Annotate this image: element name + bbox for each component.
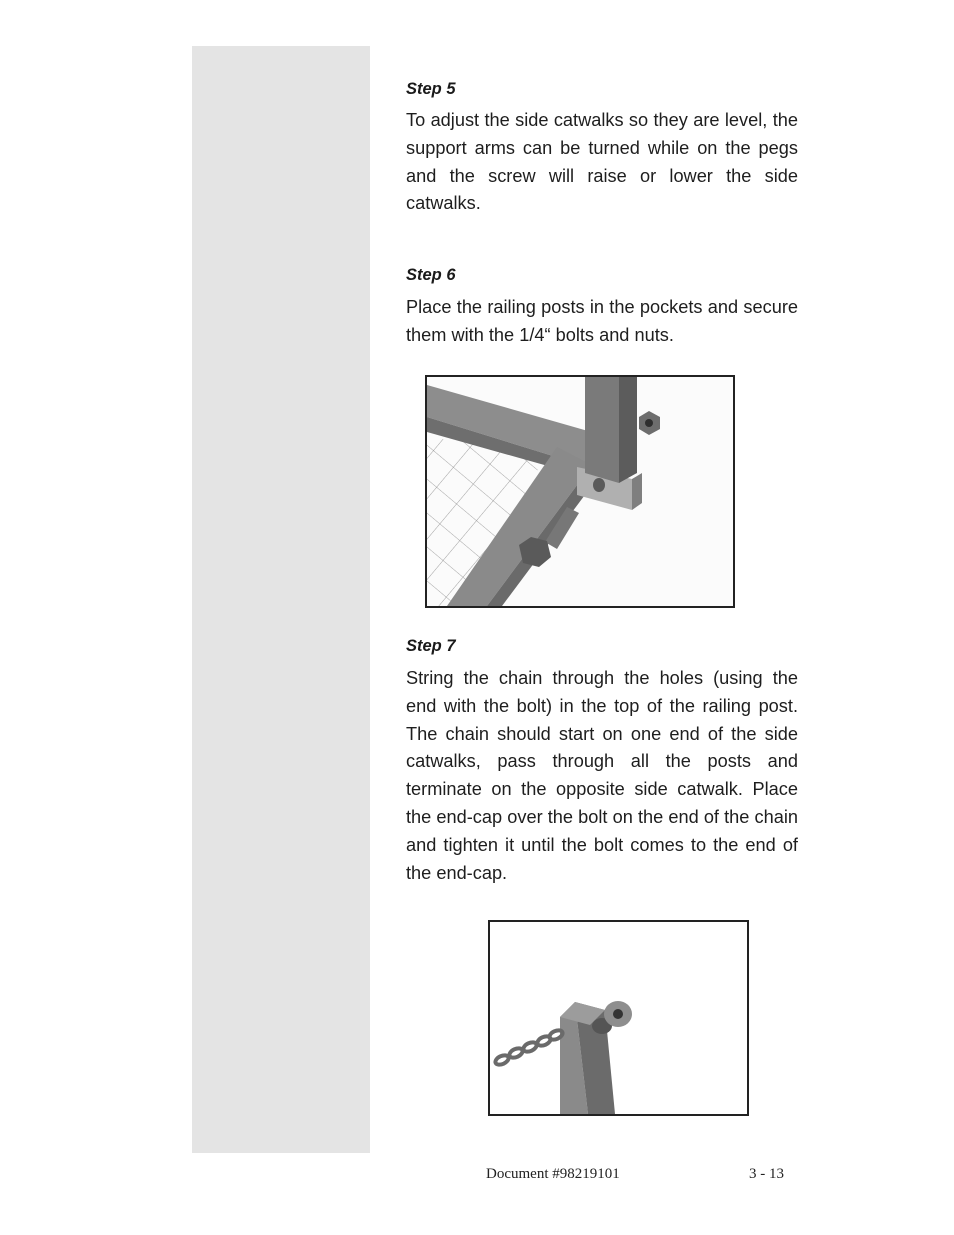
step-5-title: Step 5 (406, 80, 456, 98)
chain-post-illustration (488, 920, 749, 1116)
step-6-title: Step 6 (406, 266, 456, 284)
step-5-text: To adjust the side catwalks so they are level, the support arms can be turned while on the pegs and the screw will raise or lower the side catwalks. (406, 110, 798, 214)
step-7-text: String the chain through the holes (using the end with the bolt) in the top of the railing post. The chain should start on one end of the side catwalks, pass through all the posts and terminate on the opposite side catwalk. Place the end-cap over the bolt on the end of the chain and tighten it until the bolt comes to the end of the end-cap. (406, 668, 798, 883)
page-sidebar-band (192, 46, 370, 1153)
step-6-text: Place the railing posts in the pockets and secure them with the 1/4“ bolts and nuts. (406, 297, 798, 345)
page-number: 3 - 13 (749, 1166, 784, 1182)
step-7-title: Step 7 (406, 637, 456, 655)
document-number: Document #98219101 (486, 1166, 620, 1182)
railing-post-illustration (425, 375, 735, 608)
